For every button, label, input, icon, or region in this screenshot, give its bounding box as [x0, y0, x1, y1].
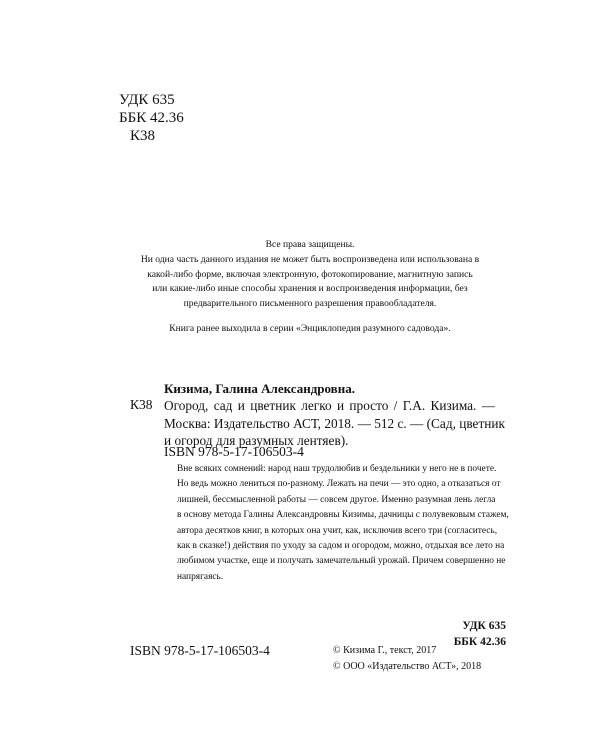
description-line: Огород, сад и цветник легко и просто / Г.А. Кизима. —: [164, 398, 495, 413]
bibliographic-description: [164, 397, 506, 450]
bbk-code-top: ББК 42.36: [119, 110, 184, 126]
rights-line: Ни одна часть данного издания не может быть воспроизведена или использована в: [140, 253, 480, 265]
annotation-line: напрягаясь.: [177, 571, 224, 582]
annotation-line: как в сказке!) действия по уходу за садом и огородом, можно, отдыхая все лето на: [177, 541, 505, 552]
rights-line: какой-либо форме, включая электронную, фотокопирование, магнитную запись: [147, 268, 473, 280]
annotation-line: автора десятков книг, в которых она учит, как, исключив всего три (согласитесь,: [177, 525, 498, 536]
author-heading: Кизима, Галина Александровна.: [164, 381, 355, 396]
rights-notice: [140, 238, 480, 312]
annotation-line: любимом участке, еще и получать замечательный урожай. Причем совершенно не: [177, 556, 506, 567]
copyright-line: © Кизима Г., текст, 2017: [333, 645, 437, 656]
annotation-line: Вне всяких сомнений: народ наш трудолюбив и бездельники у него не в почете.: [177, 464, 497, 474]
annotation-line: Но ведь можно лениться по-разному. Лежать на печи — это одно, а отказаться от: [177, 479, 501, 490]
description-line: и огород для разумных лентяев).: [164, 433, 349, 448]
copyright-block: [333, 643, 481, 674]
udk-code-top: УДК 635: [119, 92, 175, 108]
isbn-bottom: ISBN 978-5-17-106503-4: [130, 643, 270, 658]
rights-line: или какие-либо иные способы хранения и воспроизведения информации, без: [152, 283, 468, 295]
annotation-line: лишней, бессмысленной работы — совсем другое. Именно разумная лень легла: [177, 494, 496, 505]
copyright-line: © ООО «Издательство АСТ», 2018: [333, 660, 482, 672]
bbk-code-bottom: ББК 42.36: [453, 636, 506, 648]
isbn-bibliographic: ISBN 978-5-17-106503-4: [164, 444, 304, 459]
author-mark: К38: [130, 397, 153, 412]
annotation-line: в основу метода Галины Александровны Кизимы, дачницы с полувековым стажем,: [177, 510, 509, 521]
rights-line: предварительного письменного разрешения правообладателя.: [183, 298, 437, 310]
rights-line: Все права защищены.: [265, 239, 355, 250]
udk-code-bottom: УДК 635: [462, 620, 506, 632]
author-mark-top: К38: [130, 128, 156, 144]
previous-series-note: Книга ранее выходила в серии «Энциклопедия разумного садовода».: [169, 323, 451, 334]
annotation: [177, 462, 509, 585]
description-line: Москва: Издательство АСТ, 2018. — 512 с. — (Сад, цветник: [164, 415, 505, 431]
